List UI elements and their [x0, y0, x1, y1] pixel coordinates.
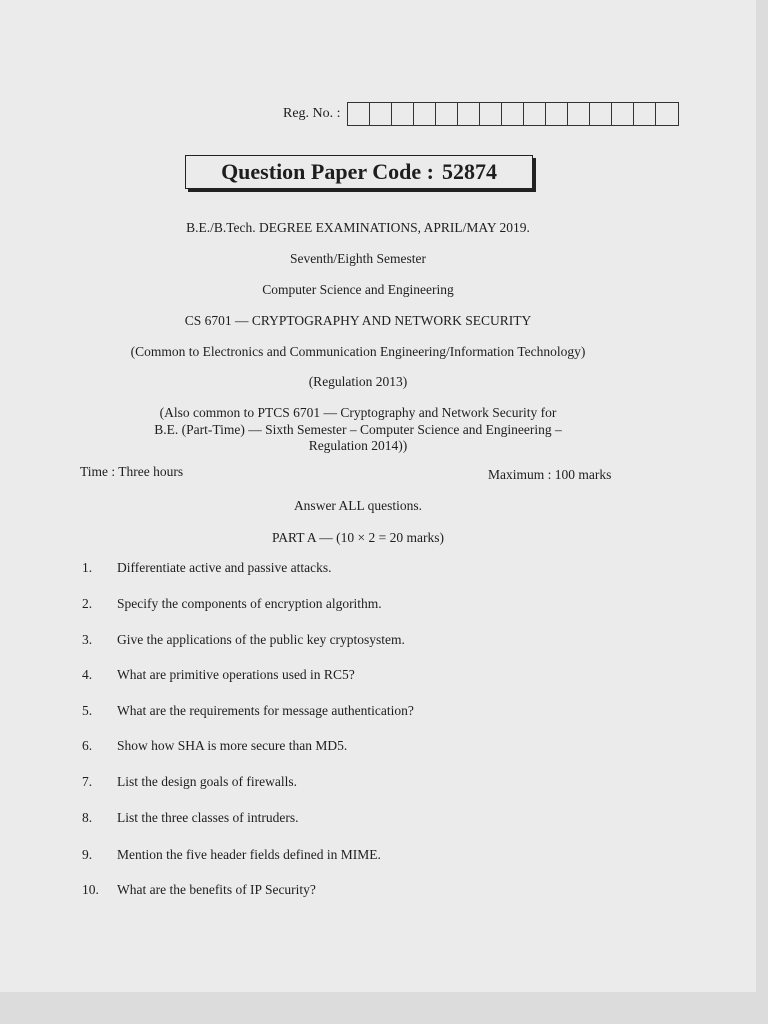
also-common-line-3: Regulation 2014)) — [308, 438, 408, 453]
reg-no-box — [458, 103, 480, 125]
reg-no-box — [568, 103, 590, 125]
reg-no-box — [436, 103, 458, 125]
question-item: 3. Give the applications of the public key cryptosystem. — [82, 632, 405, 647]
reg-no-box — [414, 103, 436, 125]
max-marks: Maximum : 100 marks — [488, 467, 612, 482]
question-item: 8. List the three classes of intruders. — [82, 810, 299, 825]
reg-no-box — [370, 103, 392, 125]
question-item: 7. List the design goals of firewalls. — [82, 774, 297, 789]
reg-no-box — [348, 103, 370, 125]
reg-no-box — [612, 103, 634, 125]
question-item: 2. Specify the components of encryption algorithm. — [82, 596, 382, 611]
time-label: Time : Three hours — [80, 464, 184, 479]
question-item: 1. Differentiate active and passive attacks. — [82, 560, 332, 575]
code-number: 52874 — [441, 159, 497, 184]
semester: Seventh/Eighth Semester — [289, 251, 427, 266]
question-item: 6. Show how SHA is more secure than MD5. — [82, 738, 348, 753]
also-common-line-1: (Also common to PTCS 6701 — Cryptography and Network Security for — [159, 405, 557, 420]
reg-no-box — [546, 103, 568, 125]
reg-no-box — [392, 103, 414, 125]
reg-no-box — [590, 103, 612, 125]
common-to: (Common to Electronics and Communication Engineering/Information Technology) — [130, 344, 586, 359]
question-item: 9. Mention the five header fields defined in MIME. — [82, 847, 381, 862]
question-item: 4. What are primitive operations used in RC5? — [82, 667, 355, 682]
instruction: Answer ALL questions. — [293, 498, 423, 513]
question-paper-code — [185, 155, 533, 189]
reg-no-box — [524, 103, 546, 125]
reg-no-box — [634, 103, 656, 125]
regulation: (Regulation 2013) — [308, 374, 408, 389]
department: Computer Science and Engineering — [262, 282, 454, 297]
course-title: CS 6701 — CRYPTOGRAPHY AND NETWORK SECURITY — [184, 313, 532, 328]
reg-no-label: Reg. No. : — [283, 106, 341, 121]
reg-no-box — [656, 103, 678, 125]
reg-no-box — [480, 103, 502, 125]
question-item: 5. What are the requirements for message authentication? — [82, 703, 414, 718]
reg-no-field — [283, 102, 679, 126]
reg-no-box — [502, 103, 524, 125]
reg-no-boxes — [347, 102, 679, 126]
question-item: 10. What are the benefits of IP Security? — [82, 882, 316, 897]
part-heading: PART A — (10 × 2 = 20 marks) — [272, 530, 444, 545]
exam-title: B.E./B.Tech. DEGREE EXAMINATIONS, APRIL/MAY 2019. — [186, 220, 530, 235]
also-common-line-2: B.E. (Part-Time) — Sixth Semester – Computer Science and Engineering – — [154, 422, 562, 437]
code-label: Question Paper Code : — [221, 159, 434, 184]
